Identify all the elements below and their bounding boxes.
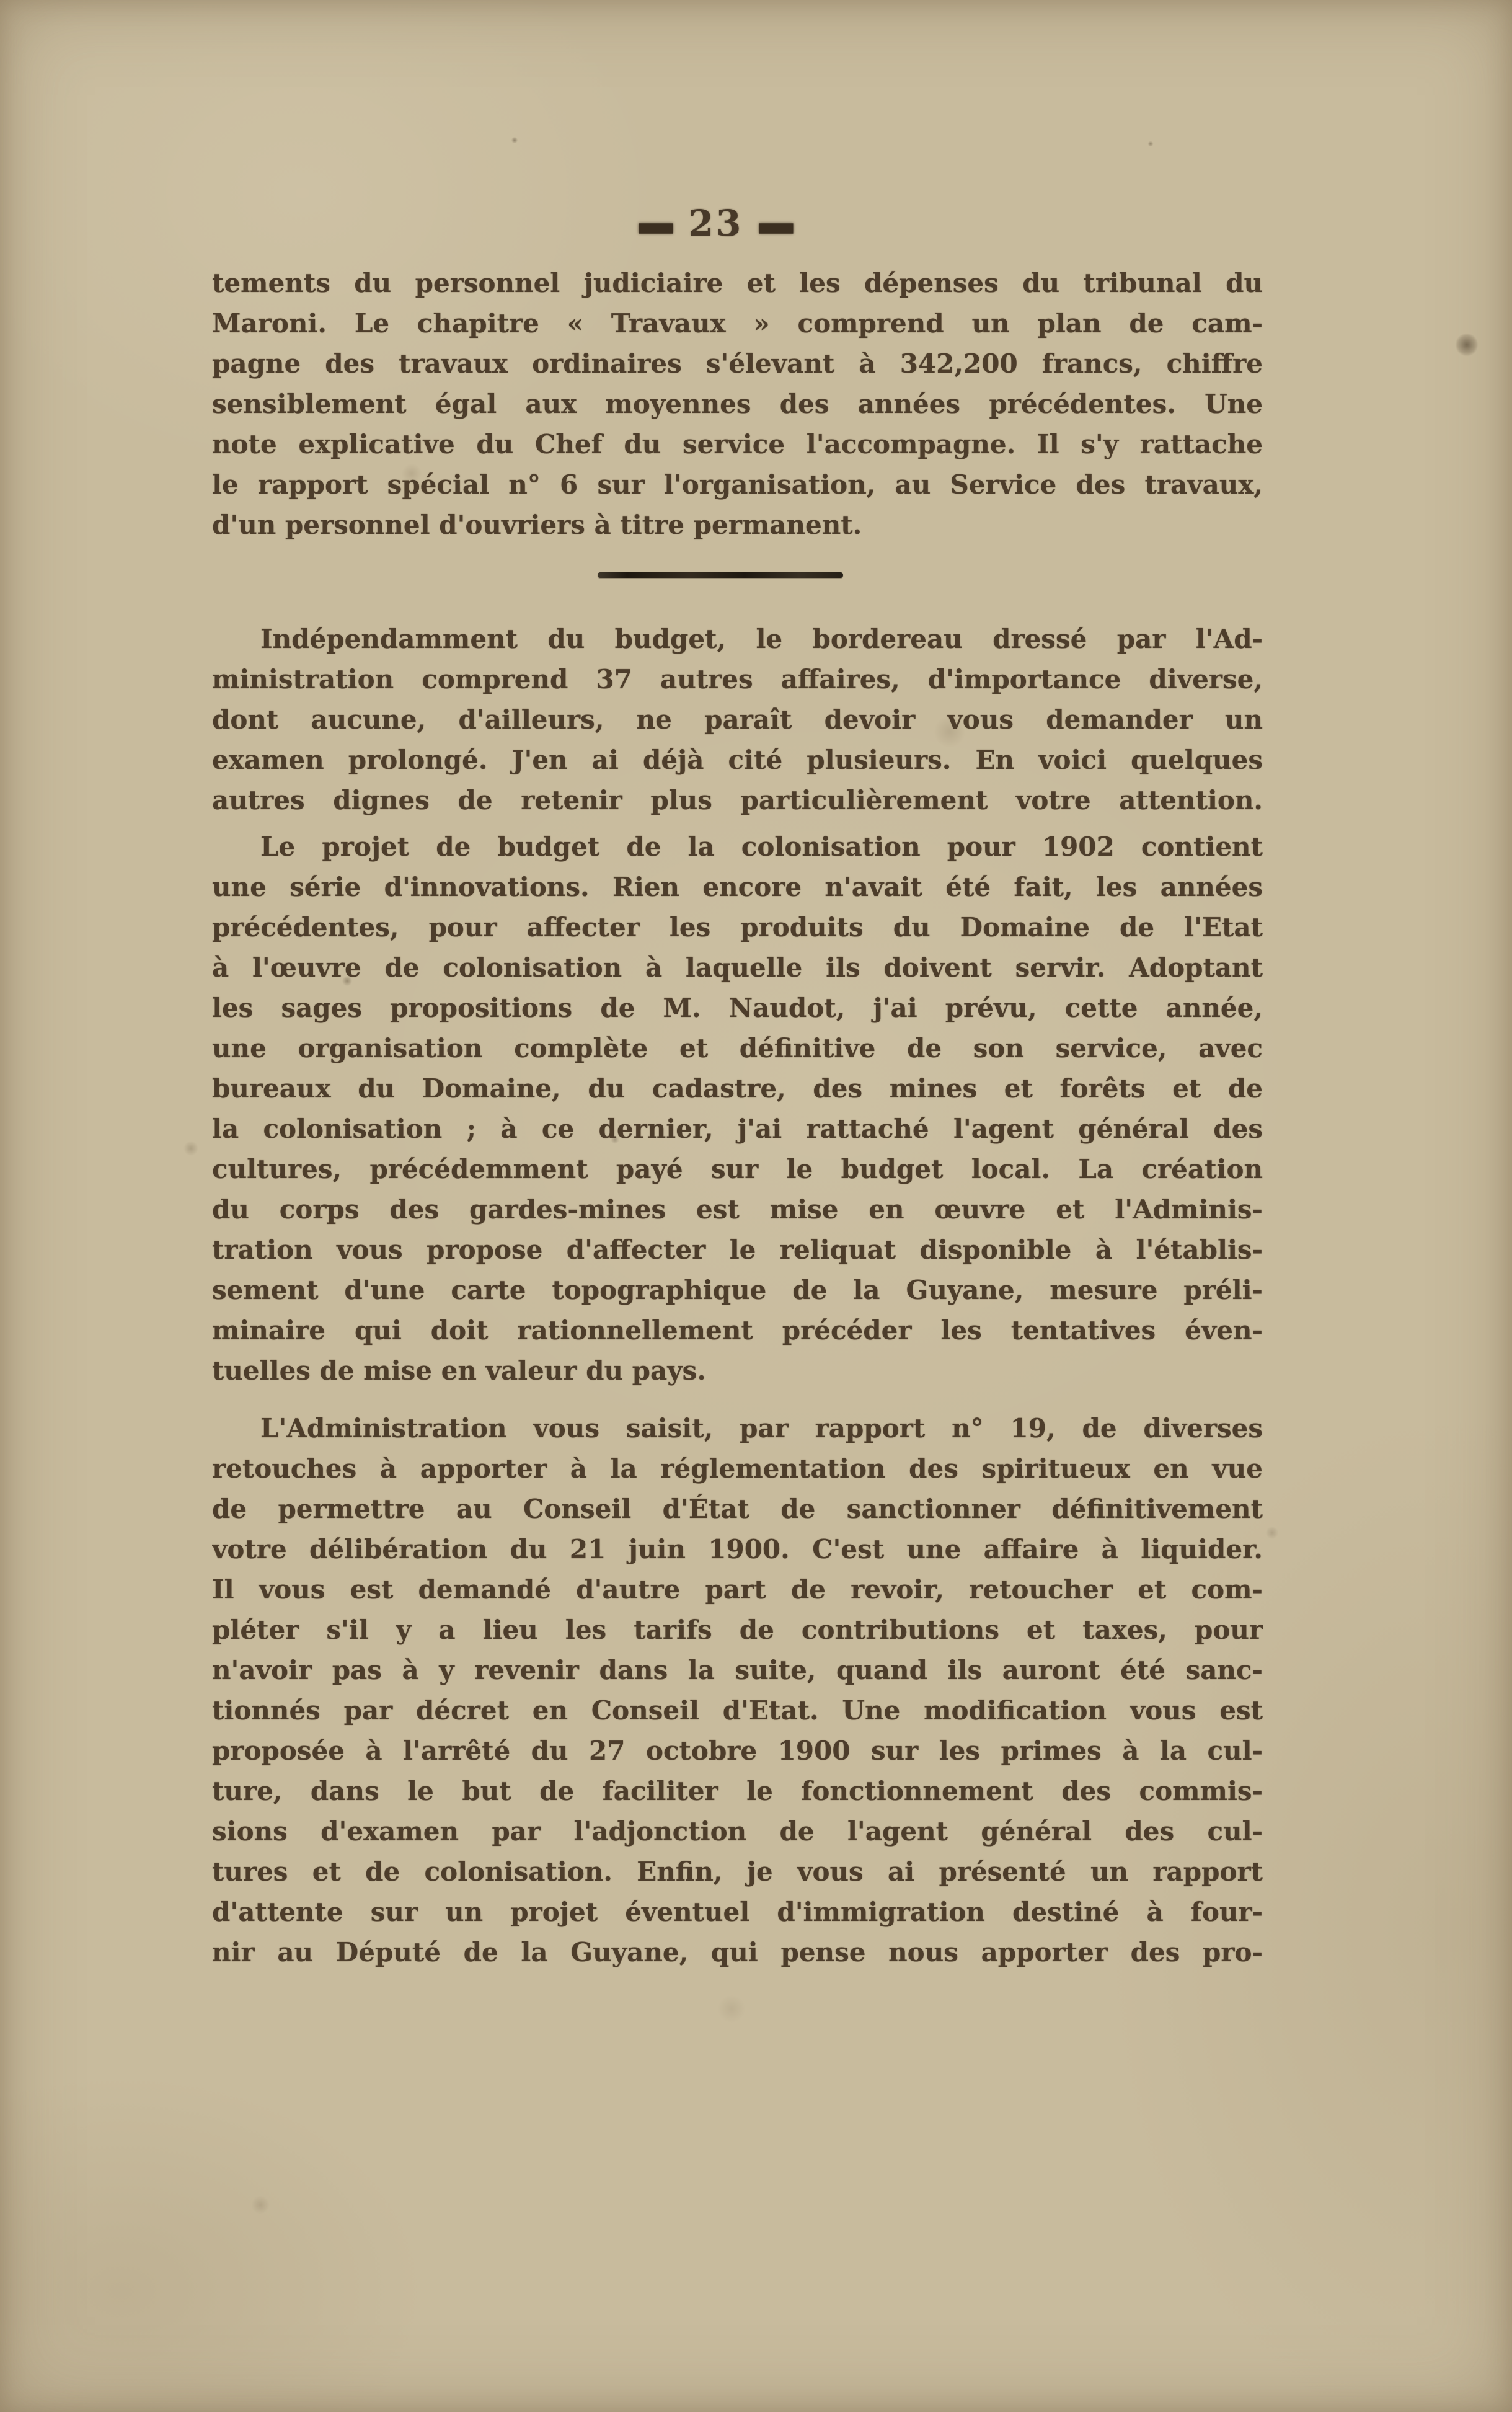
text-line: note explicative du Chef du service l'accompagne. Il s'y rattache xyxy=(212,429,1263,459)
paragraph-1 xyxy=(212,263,1263,545)
text-line: Indépendamment du budget, le bordereau dressé par l'Ad- xyxy=(260,624,1263,654)
body-text-block xyxy=(212,263,1263,1972)
text-line: minaire qui doit rationnellement précéder les tentatives éven- xyxy=(212,1315,1263,1346)
page-number-dash-right: — xyxy=(757,172,796,274)
text-line: une organisation complète et définitive de son service, avec xyxy=(212,1033,1263,1063)
text-line: les sages propositions de M. Naudot, j'ai prévu, cette année, xyxy=(212,993,1263,1023)
text-line: Maroni. Le chapitre « Travaux » comprend un plan de cam- xyxy=(212,308,1263,339)
text-line: autres dignes de retenir plus particulièrement votre attention. xyxy=(212,785,1263,815)
text-line: du corps des gardes-mines est mise en œuvre et l'Adminis- xyxy=(212,1194,1263,1225)
text-line: votre délibération du 21 juin 1900. C'est une affaire à liquider. xyxy=(212,1534,1263,1564)
text-line: tures et de colonisation. Enfin, je vous ai présenté un rapport xyxy=(212,1856,1263,1887)
text-line: sement d'une carte topographique de la Guyane, mesure préli- xyxy=(212,1275,1263,1305)
text-line: L'Administration vous saisit, par rapport n° 19, de diverses xyxy=(260,1413,1263,1443)
page-number-dash-left: — xyxy=(636,172,675,274)
text-line: examen prolongé. J'en ai déjà cité plusieurs. En voici quelques xyxy=(212,745,1263,775)
text-line: Il vous est demandé d'autre part de revoir, retoucher et com- xyxy=(212,1574,1263,1605)
text-line: le rapport spécial n° 6 sur l'organisation, au Service des travaux, xyxy=(212,469,1263,500)
text-line: précédentes, pour affecter les produits du Domaine de l'Etat xyxy=(212,912,1263,942)
text-line: à l'œuvre de colonisation à laquelle ils doivent servir. Adoptant xyxy=(212,952,1263,983)
text-line: nir au Député de la Guyane, qui pense nous apporter des pro- xyxy=(212,1937,1263,1967)
page-number: 23 xyxy=(688,202,744,244)
text-line: pléter s'il y a lieu les tarifs de contributions et taxes, pour xyxy=(212,1615,1263,1645)
text-line: dont aucune, d'ailleurs, ne paraît devoir vous demander un xyxy=(212,704,1263,735)
text-line: retouches à apporter à la réglementation des spiritueux en vue xyxy=(212,1453,1263,1484)
text-line: tuelles de mise en valeur du pays. xyxy=(212,1355,706,1386)
text-line: Le projet de budget de la colonisation pour 1902 contient xyxy=(260,831,1263,862)
text-line: proposée à l'arrêté du 27 octobre 1900 sur les primes à la cul- xyxy=(212,1736,1263,1766)
text-line: cultures, précédemment payé sur le budget local. La création xyxy=(212,1154,1263,1184)
text-line: tionnés par décret en Conseil d'Etat. Une modification vous est xyxy=(212,1695,1263,1726)
text-line: une série d'innovations. Rien encore n'avait été fait, les années xyxy=(212,872,1263,902)
text-line: sensiblement égal aux moyennes des années précédentes. Une xyxy=(212,389,1263,419)
text-line: la colonisation ; à ce dernier, j'ai rattaché l'agent général des xyxy=(212,1114,1263,1144)
text-line: sions d'examen par l'adjonction de l'agent général des cul- xyxy=(212,1816,1263,1847)
text-line: n'avoir pas à y revenir dans la suite, quand ils auront été sanc- xyxy=(212,1655,1263,1685)
text-line: de permettre au Conseil d'État de sanctionner définitivement xyxy=(212,1494,1263,1524)
text-line: tements du personnel judiciaire et les dépenses du tribunal du xyxy=(212,268,1263,298)
text-line: pagne des travaux ordinaires s'élevant à 342,200 francs, chiffre xyxy=(212,348,1263,379)
text-line: bureaux du Domaine, du cadastre, des mines et forêts et de xyxy=(212,1073,1263,1104)
page-header xyxy=(0,172,1432,274)
paragraph-4 xyxy=(212,1408,1263,1972)
text-line: d'un personnel d'ouvriers à titre permanent. xyxy=(212,510,862,540)
text-line: ture, dans le but de faciliter le fonctionnement des commis- xyxy=(212,1776,1263,1806)
section-divider-rule xyxy=(598,572,843,578)
text-line: tration vous propose d'affecter le reliquat disponible à l'établis- xyxy=(212,1235,1263,1265)
paragraph-2 xyxy=(212,619,1263,820)
text-line: ministration comprend 37 autres affaires, d'importance diverse, xyxy=(212,664,1263,694)
text-line: d'attente sur un projet éventuel d'immigration destiné à four- xyxy=(212,1897,1263,1927)
paragraph-3 xyxy=(212,827,1263,1391)
